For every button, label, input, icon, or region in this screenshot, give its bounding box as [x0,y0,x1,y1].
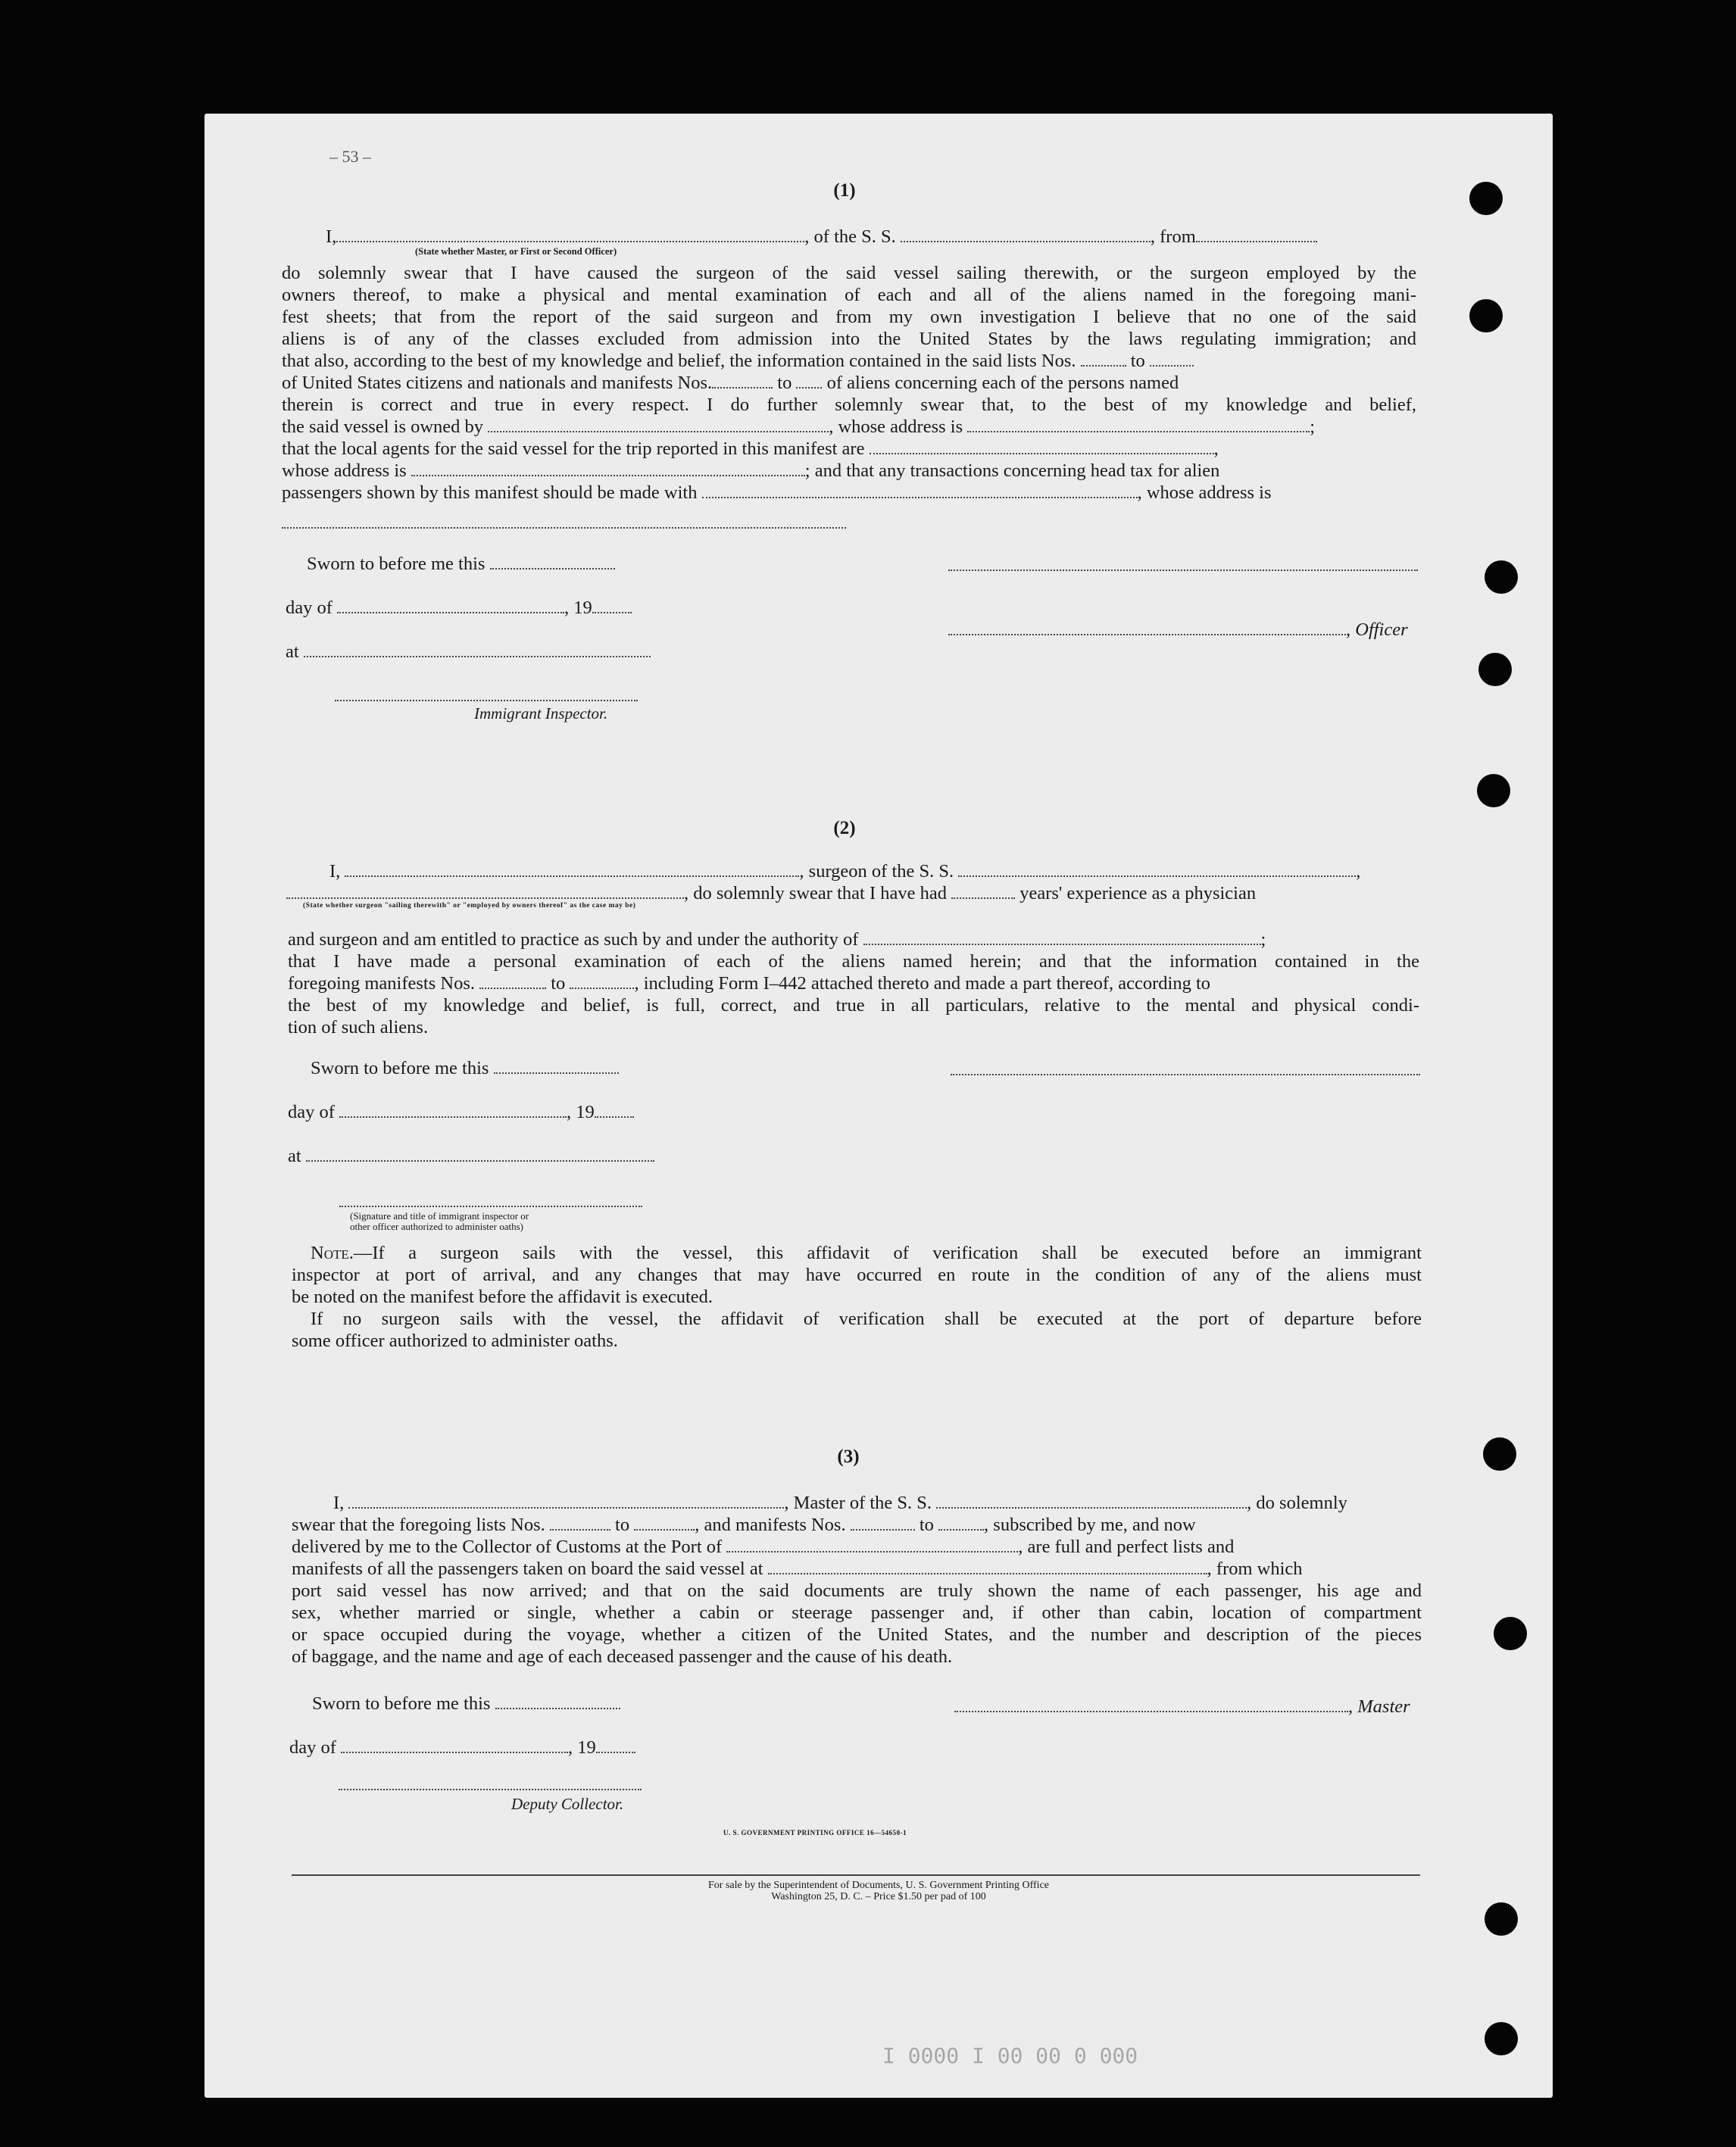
section1-heading: (1) [833,180,856,201]
best-line: the best of my knowledge and belief, is full, correct, and true in all particulars, relative to the mental and physical condi- [288,995,1419,1016]
surgeon-hint: (State whether surgeon "sailing therewith" or "employed by owners thereof" as the case may be) [303,902,636,910]
binder-hole [1483,1437,1516,1471]
master-signature: , Master [954,1696,1410,1718]
swear-lists-line: swear that the foregoing lists Nos. to , and manifests Nos. to , subscribed by me, and now [292,1515,1196,1535]
binder-hole [1485,560,1518,594]
owned-line: the said vessel is owned by , whose address is ; [282,417,1316,437]
therein-line: therein is correct and true in every respect. I do further solemnly swear that, to the best of my knowledge and belief, [282,395,1416,415]
manifests-line: foregoing manifests Nos. to , including Form I–442 attached thereto and made a part thereof, according to [288,973,1211,994]
bottom-stamp: I 0000 I 00 00 0 000 [882,2043,1138,2068]
surgeon-line: I, , surgeon of the S. S. , [329,861,1361,882]
tion-line: tion of such aliens. [288,1017,429,1038]
sworn-1: Sworn to before me this [307,553,615,575]
section3-heading: (3) [837,1446,860,1467]
address-blank [282,527,846,529]
day-of-1: day of , 19 [286,597,632,619]
passengers-line: passengers shown by this manifest should be made with , whose address is [282,482,1272,503]
binder-hole [1485,2022,1518,2055]
binder-hole [1469,182,1503,215]
note-paragraph: Note.—If a surgeon sails with the vessel, this affidavit of verification shall be executed before an immigrant inspector at port of arrival, and any changes that may have occurred en route in the condition of any of the aliens must be noted on the manifest before the affidavit is executed. If no surgeon sails with the vessel, the affidavit of verification shall be executed at the port of departure before some officer authorized to administer oaths. [292,1243,1422,1351]
footer-rule [292,1874,1420,1876]
sale-notice: For sale by the Superintendent of Documents, U. S. Government Printing Office Washington 25, D. C. – Price $1.50 per pad of 100 [708,1880,1049,1902]
binder-hole [1485,1902,1518,1936]
deputy-label: Deputy Collector. [511,1795,624,1813]
inspector-label: Immigrant Inspector. [474,704,608,722]
master-paragraph: port said vessel has now arrived; and that on the said documents are truly shown the name of each passenger, his age and sex, whether married or single, whether a cabin or steerage passenger and, if other than cabin, location of compartment or space occupied during the voyage, whether a citizen of the United States, and the number and description of the pieces of baggage, and the name and age of each deceased passenger and the cause of his death. [292,1581,1422,1667]
swear-line: , do solemnly swear that I have had years' experience as a physician [286,882,1256,904]
inspector-blank [335,700,638,701]
citizens-line: of United States citizens and nationals and manifests Nos. to of aliens concerning each of the persons named [282,373,1179,393]
page-mark: – 53 – [329,147,371,166]
agents-line: that the local agents for the said vessel for the trip reported in this manifest are , [282,438,1219,459]
officer-signature: , Officer [948,619,1408,641]
day-of-2: day of , 19 [288,1101,634,1123]
address-line: whose address is ; and that any transactions concerning head tax for alien [282,460,1220,481]
exam-line: that I have made a personal examination of each of the aliens named herein; and that the information contained in the [288,951,1419,972]
master-line: I, , Master of the S. S. , do solemnly [333,1493,1347,1513]
binder-hole [1494,1617,1527,1650]
delivered-line: delivered by me to the Collector of Customs at the Port of , are full and perfect lists and [292,1537,1235,1557]
deputy-blank [339,1789,642,1790]
officer-hint: (State whether Master, or First or Second Officer) [415,246,617,257]
at-2: at [288,1145,654,1167]
binder-hole [1478,653,1512,686]
sworn-2: Sworn to before me this [311,1057,619,1079]
sworn-3: Sworn to before me this [312,1693,620,1715]
section2-heading: (2) [833,818,856,838]
oath-paragraph: do solemnly swear that I have caused the surgeon of the said vessel sailing therewith, or the surgeon employed by the owners thereof, to make a physical and mental examination of each and all of the aliens named in the foregoing mani- fest sheets; that from the report of the said surgeon and from my own investigation I believe that no one of the said aliens is of any of the classes excluded from admission into the United States by the laws regulating immigration; and [282,263,1416,349]
signature-blank-2 [951,1074,1420,1075]
taken-line: manifests of all the passengers taken on board the said vessel at , from which [292,1559,1303,1579]
binder-hole [1469,299,1503,332]
officer-line: I, , of the S. S. , from [326,226,1317,248]
lists-line: that also, according to the best of my knowledge and belief, the information contained in the said lists Nos. to [282,350,1194,372]
signature-blank-1 [948,570,1418,571]
day-of-3: day of , 19 [289,1737,635,1758]
binder-hole [1477,774,1510,807]
sig-hint: (Signature and title of immigrant inspector or other officer authorized to administer oaths) [350,1210,529,1232]
at-1: at [286,641,651,663]
sig-blank-2 [339,1206,642,1207]
gpo-imprint: U. S. GOVERNMENT PRINTING OFFICE 16—54650-1 [723,1829,907,1836]
manifest-page [205,114,1553,2098]
authority-line: and surgeon and am entitled to practice as such by and under the authority of ; [288,929,1266,950]
